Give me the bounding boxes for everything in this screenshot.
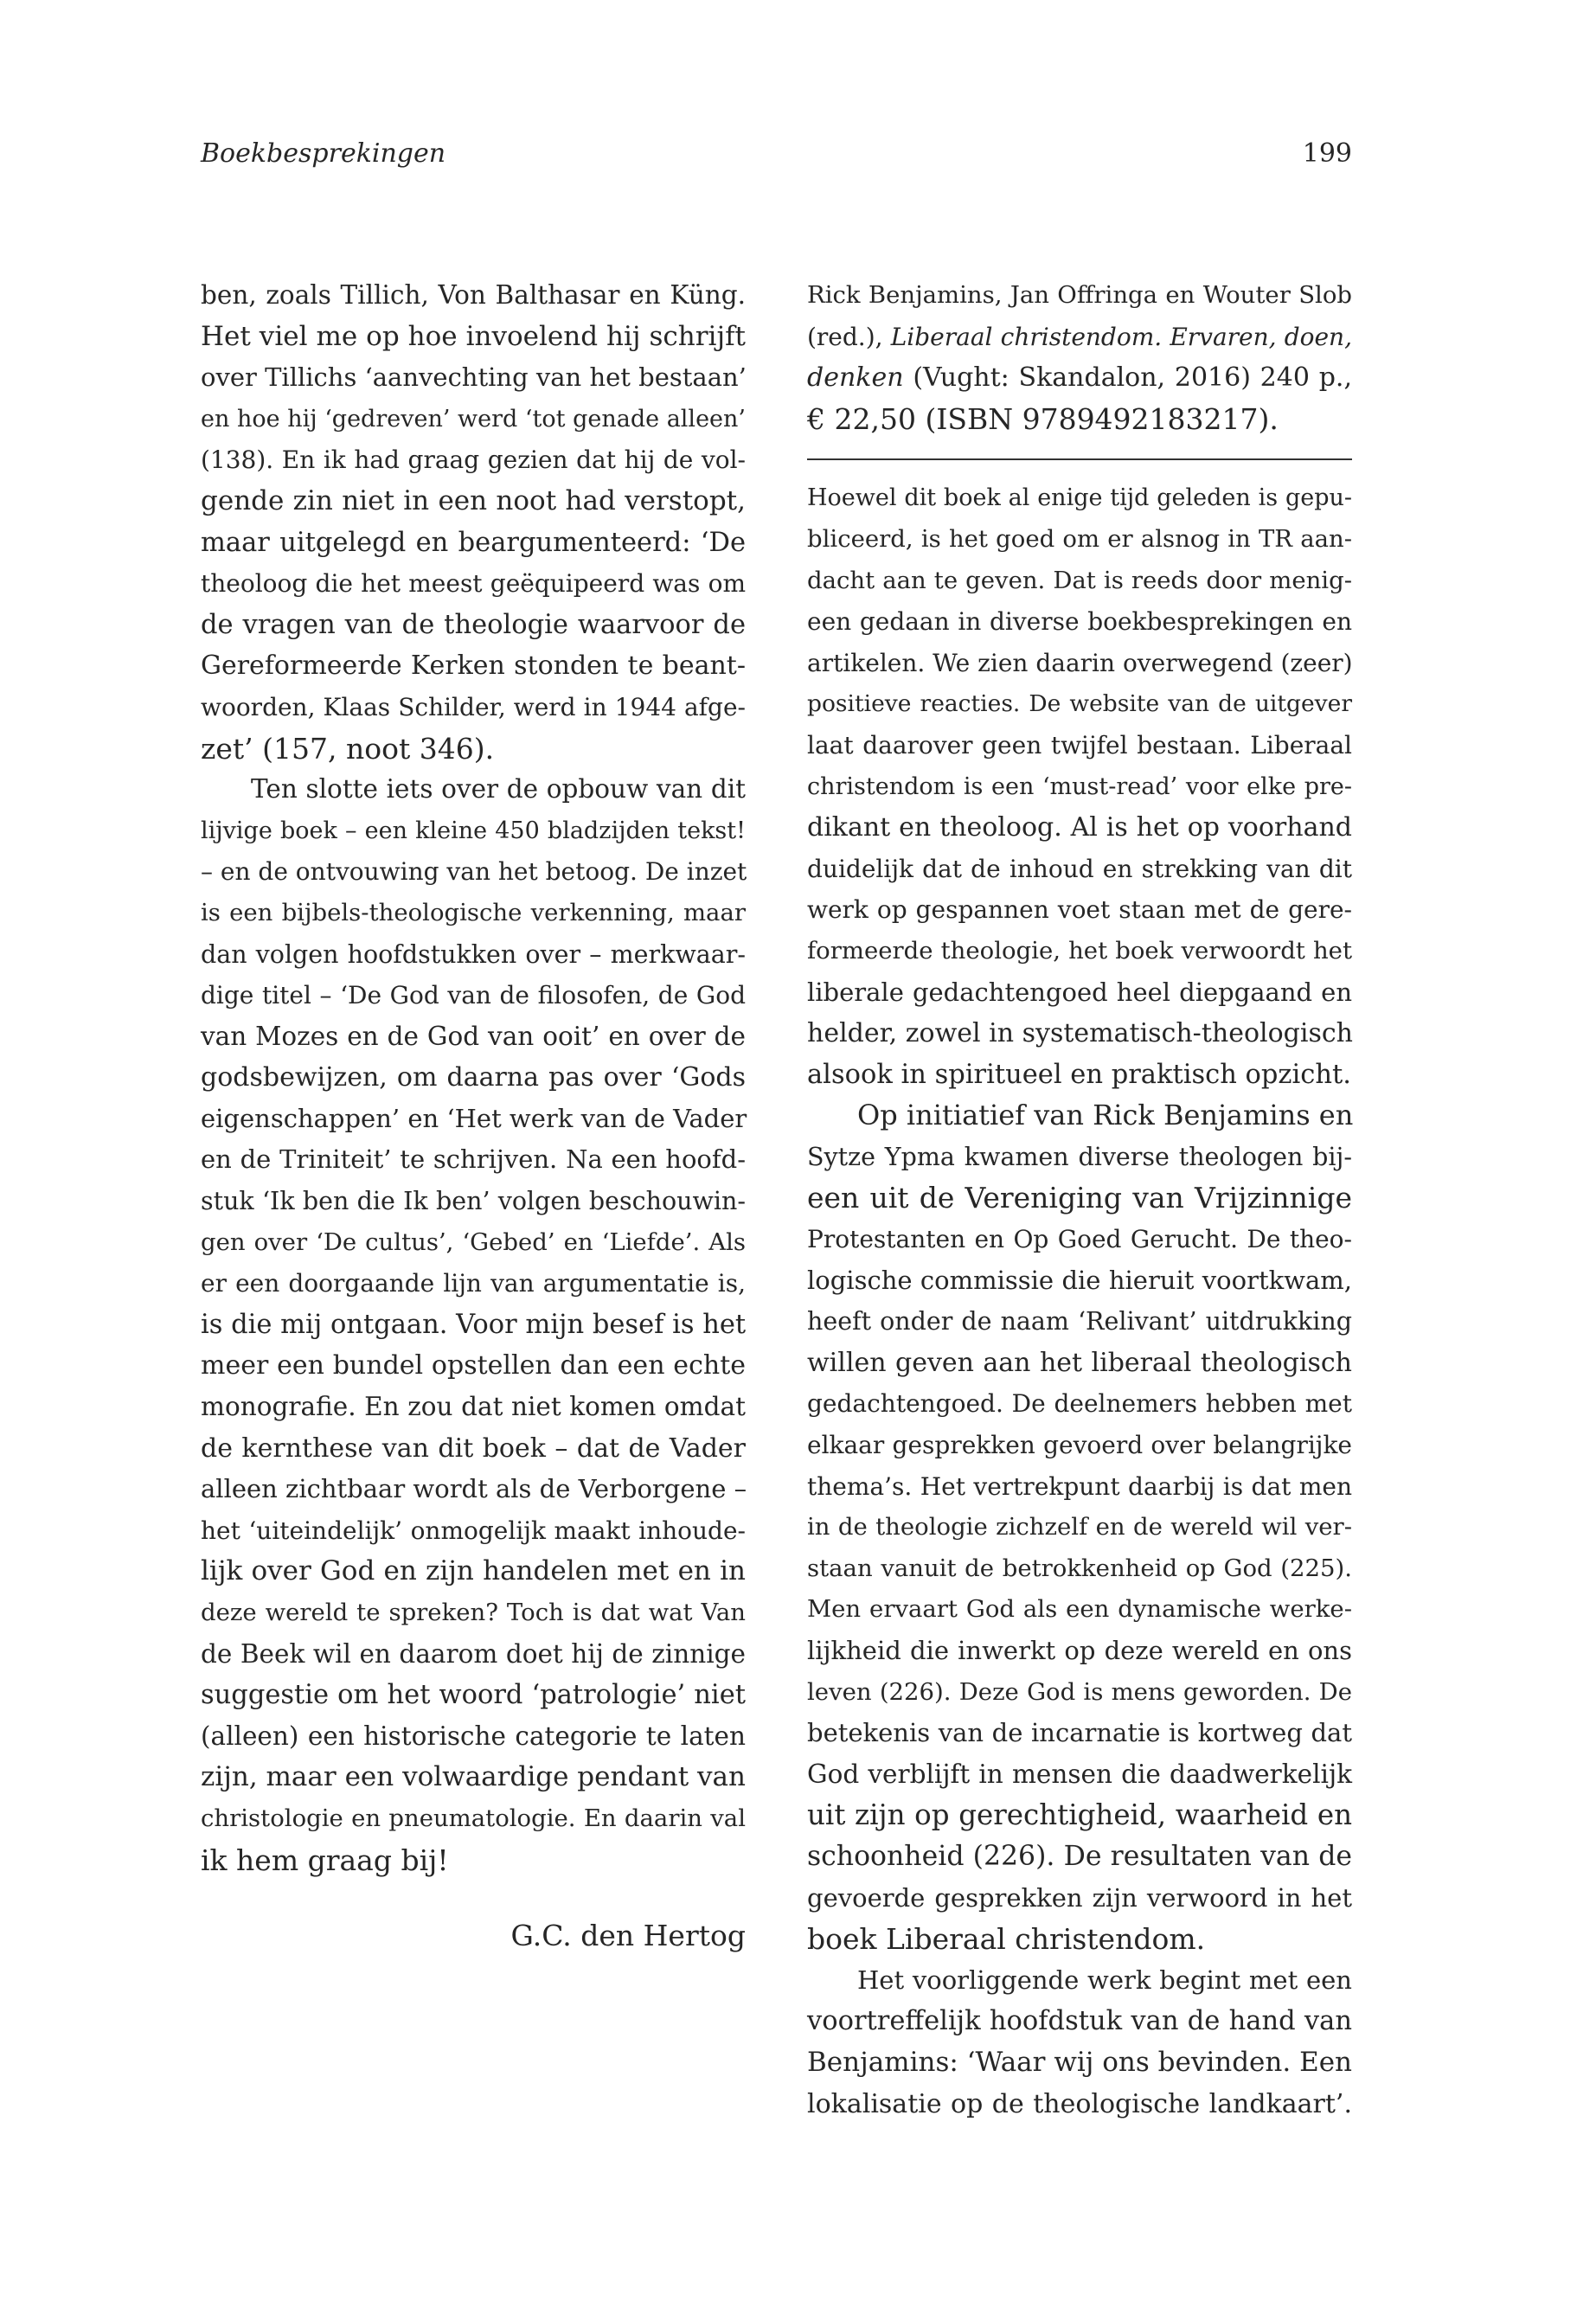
text-line: gen over ‘De cultus’, ‘Gebed’ en ‘Liefde’. Als bbox=[201, 1227, 746, 1256]
text-line: – en de ontvouwing van het betoog. De inzet bbox=[201, 857, 747, 887]
text-line: ben, zoals Tillich, Von Balthasar en Küng. bbox=[201, 280, 746, 310]
text-line: thema’s. Het vertrekpunt daarbij is dat men bbox=[807, 1471, 1352, 1501]
text-line: Protestanten en Op Goed Gerucht. De theo- bbox=[807, 1225, 1352, 1254]
text-line: dacht aan te geven. Dat is reeds door menig- bbox=[807, 566, 1352, 594]
text-line: willen geven aan het liberaal theologisch bbox=[807, 1347, 1352, 1378]
text-line: schoonheid (226). De resultaten van de bbox=[807, 1840, 1352, 1872]
text-line: boek Liberaal christendom. bbox=[807, 1922, 1206, 1957]
text-line: een gedaan in diverse boekbesprekingen en bbox=[807, 607, 1352, 637]
book-reference-line bbox=[807, 357, 1352, 399]
text-line: eigenschappen’ en ‘Het werk van de Vader bbox=[201, 1103, 747, 1133]
right-column bbox=[807, 275, 1352, 2125]
text-line: Benjamins: ‘Waar wij ons bevinden. Een bbox=[807, 2046, 1353, 2078]
text-line: Men ervaart God als een dynamische werke- bbox=[807, 1595, 1352, 1624]
text-line: gedachtengoed. De deelnemers hebben met bbox=[807, 1389, 1352, 1419]
text-line: christologie en pneumatologie. En daarin val bbox=[201, 1804, 746, 1832]
text-line: Gereformeerde Kerken stonden te beant- bbox=[201, 651, 746, 682]
text-line: maar uitgelegd en beargumenteerd: ‘De bbox=[201, 527, 746, 558]
text-line: Het viel me op hoe invoelend hij schrijft bbox=[201, 320, 746, 352]
text-line: het ‘uiteindelijk’ onmogelijk maakt inhoude- bbox=[201, 1516, 746, 1545]
running-title: Boekbesprekingen bbox=[201, 138, 446, 169]
text-line: laat daarover geen twijfel bestaan. Liberaal bbox=[807, 730, 1352, 760]
text-line: dikant en theoloog. Al is het op voorhand bbox=[807, 812, 1352, 843]
book-title: denken bbox=[807, 362, 904, 394]
text-line: helder, zowel in systematisch-theologisch bbox=[807, 1018, 1353, 1049]
text-line: in de theologie zichzelf en de wereld wil ver- bbox=[807, 1513, 1352, 1541]
text-line: liberale gedachtengoed heel diepgaand en bbox=[807, 977, 1352, 1007]
text-line: Op initiatief van Rick Benjamins en bbox=[857, 1099, 1354, 1132]
text-line: uit zijn op gerechtigheid, waarheid en bbox=[807, 1798, 1352, 1832]
text-line: gevoerde gesprekken zijn verwoord in het bbox=[807, 1882, 1352, 1913]
text-line: bliceerd, is het goed om er alsnog in TR aan- bbox=[807, 524, 1352, 553]
text-line: ik hem graag bij! bbox=[201, 1843, 449, 1877]
text-line: stuk ‘Ik ben die Ik ben’ volgen beschouwin- bbox=[201, 1187, 746, 1216]
book-reference bbox=[807, 275, 1352, 439]
book-reference-line bbox=[807, 317, 1352, 358]
text-line: voortreffelijk hoofdstuk van de hand van bbox=[807, 2006, 1352, 2037]
text-line: positieve reacties. De website van de uitgever bbox=[807, 690, 1352, 718]
text-line: monografie. En zou dat niet komen omdat bbox=[201, 1392, 746, 1422]
text-line: God verblijft in mensen die daadwerkelijk bbox=[807, 1759, 1352, 1789]
text-line: heeft onder de naam ‘Relivant’ uitdrukking bbox=[807, 1307, 1352, 1336]
book-title: Liberaal christendom. Ervaren, doen, bbox=[890, 322, 1352, 351]
text-line: alleen zichtbaar wordt als de Verborgene – bbox=[201, 1474, 747, 1504]
text-line: suggestie om het woord ‘patrologie’ niet bbox=[201, 1680, 746, 1711]
text-line: Het voorliggende werk begint met een bbox=[857, 1965, 1352, 1995]
text-line: (alleen) een historische categorie te laten bbox=[201, 1721, 746, 1751]
text-line: de kernthese van dit boek – dat de Vader bbox=[201, 1433, 746, 1464]
text-line: meer een bundel opstellen dan een echte bbox=[201, 1350, 746, 1381]
text-line: over Tillichs ‘aanvechting van het bestaan’ bbox=[201, 362, 747, 393]
text-line: deze wereld te spreken? Toch is dat wat Van bbox=[201, 1599, 746, 1626]
text-line: zet’ (157, noot 346). bbox=[201, 731, 495, 766]
text-line: (138). En ik had graag gezien dat hij de vol- bbox=[201, 445, 746, 475]
reference-text: (Vught: Skandalon, 2016) 240 p., bbox=[903, 362, 1352, 394]
text-line: betekenis van de incarnatie is kortweg dat bbox=[807, 1718, 1352, 1748]
text-line: Hoewel dit boek al enige tijd geleden is gepu- bbox=[807, 484, 1352, 512]
text-line: dige titel – ‘De God van de filosofen, de God bbox=[201, 981, 746, 1010]
text-line: en hoe hij ‘gedreven’ werd ‘tot genade alleen’ bbox=[201, 405, 746, 433]
text-line: elkaar gesprekken gevoerd over belangrijke bbox=[807, 1431, 1352, 1460]
review-signature: G.C. den Hertog bbox=[510, 1919, 746, 1953]
text-line: woorden, Klaas Schilder, werd in 1944 afge- bbox=[201, 692, 746, 721]
text-line: lijkheid die inwerkt op deze wereld en ons bbox=[807, 1636, 1352, 1665]
page-number: 199 bbox=[1302, 138, 1352, 169]
text-line: formeerde theologie, het boek verwoordt het bbox=[807, 936, 1352, 965]
text-line: duidelijk dat de inhoud en strekking van dit bbox=[807, 854, 1352, 883]
text-line: Sytze Ypma kwamen diverse theologen bij- bbox=[807, 1142, 1352, 1171]
text-line: alsook in spiritueel en praktisch opzicht. bbox=[807, 1059, 1351, 1090]
text-line: lokalisatie op de theologische landkaart’. bbox=[807, 2088, 1352, 2119]
divider bbox=[807, 458, 1352, 460]
text-line: lijk over God en zijn handelen met en in bbox=[201, 1555, 746, 1587]
text-line: er een doorgaande lijn van argumentatie is, bbox=[201, 1269, 746, 1298]
text-line: dan volgen hoofdstukken over – merkwaar- bbox=[201, 939, 746, 969]
text-line: de Beek wil en daarom doet hij de zinnige bbox=[201, 1638, 746, 1669]
reference-text: (red.), bbox=[807, 322, 891, 351]
text-line: gende zin niet in een noot had verstopt, bbox=[201, 484, 746, 516]
text-line: en de Triniteit’ te schrijven. Na een hoofd- bbox=[201, 1144, 746, 1175]
text-line: theoloog die het meest geëquipeerd was om bbox=[201, 569, 746, 599]
text-line: logische commissie die hieruit voortkwam, bbox=[807, 1265, 1352, 1295]
book-reference-line: Rick Benjamins, Jan Offringa en Wouter Slob bbox=[807, 281, 1352, 309]
text-line: is die mij ontgaan. Voor mijn besef is het bbox=[201, 1309, 747, 1340]
text-line: godsbewijzen, om daarna pas over ‘Gods bbox=[201, 1062, 746, 1093]
text-line: een uit de Vereniging van Vrijzinnige bbox=[807, 1181, 1352, 1215]
text-line: van Mozes en de God van ooit’ en over de bbox=[201, 1021, 746, 1051]
text-line: staan vanuit de betrokkenheid op God (225). bbox=[807, 1554, 1352, 1582]
text-line: lijvige boek – een kleine 450 bladzijden tekst! bbox=[201, 817, 746, 844]
book-reference-line: € 22,50 (ISBN 9789492183217). bbox=[807, 401, 1279, 436]
text-line: zijn, maar een volwaardige pendant van bbox=[201, 1761, 747, 1793]
left-column bbox=[201, 275, 746, 1957]
text-line: leven (226). Deze God is mens geworden. De bbox=[807, 1677, 1352, 1706]
text-line: christendom is een ‘must-read’ voor elke pre- bbox=[807, 772, 1352, 800]
text-line: werk op gespannen voet staan met de gere- bbox=[807, 895, 1352, 925]
text-line: de vragen van de theologie waarvoor de bbox=[201, 609, 746, 640]
text-line: is een bijbels-theologische verkenning, maar bbox=[201, 898, 746, 926]
text-line: artikelen. We zien daarin overwegend (zeer) bbox=[807, 648, 1353, 677]
text-line: Ten slotte iets over de opbouw van dit bbox=[251, 774, 746, 804]
